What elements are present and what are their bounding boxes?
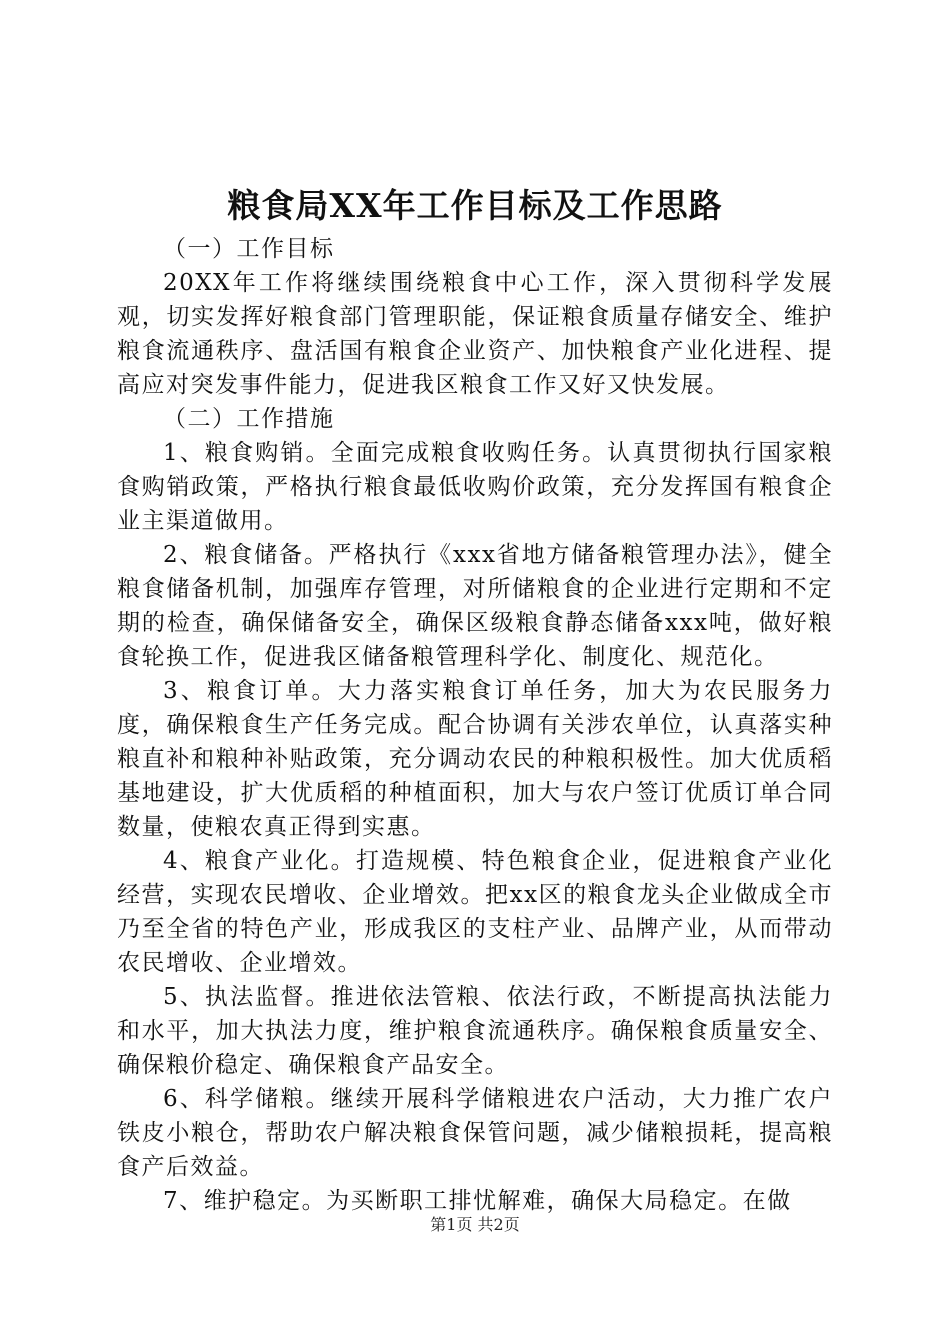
paragraph-item-2: 2、粮食储备。严格执行《xxx省地方储备粮管理办法》，健全粮食储备机制，加强库存管理，对所储粮食的企业进行定期和不定期的检查，确保储备安全，确保区级粮食静态储备xxx吨，做好粮食轮换工作，促进我区储备粮管理科学化、制度化、规范化。	[117, 542, 833, 670]
paragraph-item-7: 7、维护稳定。为买断职工排忧解难，确保大局稳定。在做	[163, 1188, 792, 1214]
section-heading-measures: （二）工作措施	[163, 406, 335, 432]
page-title: 粮食局XX年工作目标及工作思路	[227, 186, 723, 225]
document-body	[117, 232, 833, 1218]
paragraph-item-5: 5、执法监督。推进依法管粮、依法行政，不断提高执法能力和水平，加大执法力度，维护粮食流通秩序。确保粮食质量安全、确保粮价稳定、确保粮食产品安全。	[117, 984, 833, 1078]
page-footer: 第1页 共2页	[430, 1215, 520, 1234]
paragraph-item-4: 4、粮食产业化。打造规模、特色粮食企业，促进粮食产业化经营，实现农民增收、企业增效。把xx区的粮食龙头企业做成全市乃至全省的特色产业，形成我区的支柱产业、品牌产业，从而带动农民增收、企业增效。	[117, 848, 833, 976]
paragraph-item-6: 6、科学储粮。继续开展科学储粮进农户活动，大力推广农户铁皮小粮仓，帮助农户解决粮食保管问题，减少储粮损耗，提高粮食产后效益。	[117, 1086, 833, 1180]
section-heading-goals: （一）工作目标	[163, 236, 335, 262]
paragraph-goals: 20XX年工作将继续围绕粮食中心工作，深入贯彻科学发展观，切实发挥好粮食部门管理职能，保证粮食质量存储安全、维护粮食流通秩序、盘活国有粮食企业资产、加快粮食产业化进程、提高应对突发事件能力，促进我区粮食工作又好又快发展。	[117, 270, 833, 398]
paragraph-item-1: 1、粮食购销。全面完成粮食收购任务。认真贯彻执行国家粮食购销政策，严格执行粮食最低收购价政策，充分发挥国有粮食企业主渠道做用。	[117, 440, 833, 534]
paragraph-item-3: 3、粮食订单。大力落实粮食订单任务，加大为农民服务力度，确保粮食生产任务完成。配合协调有关涉农单位，认真落实种粮直补和粮种补贴政策，充分调动农民的种粮积极性。加大优质稻基地建设，扩大优质稻的种植面积，加大与农户签订优质订单合同数量，使粮农真正得到实惠。	[117, 678, 833, 840]
